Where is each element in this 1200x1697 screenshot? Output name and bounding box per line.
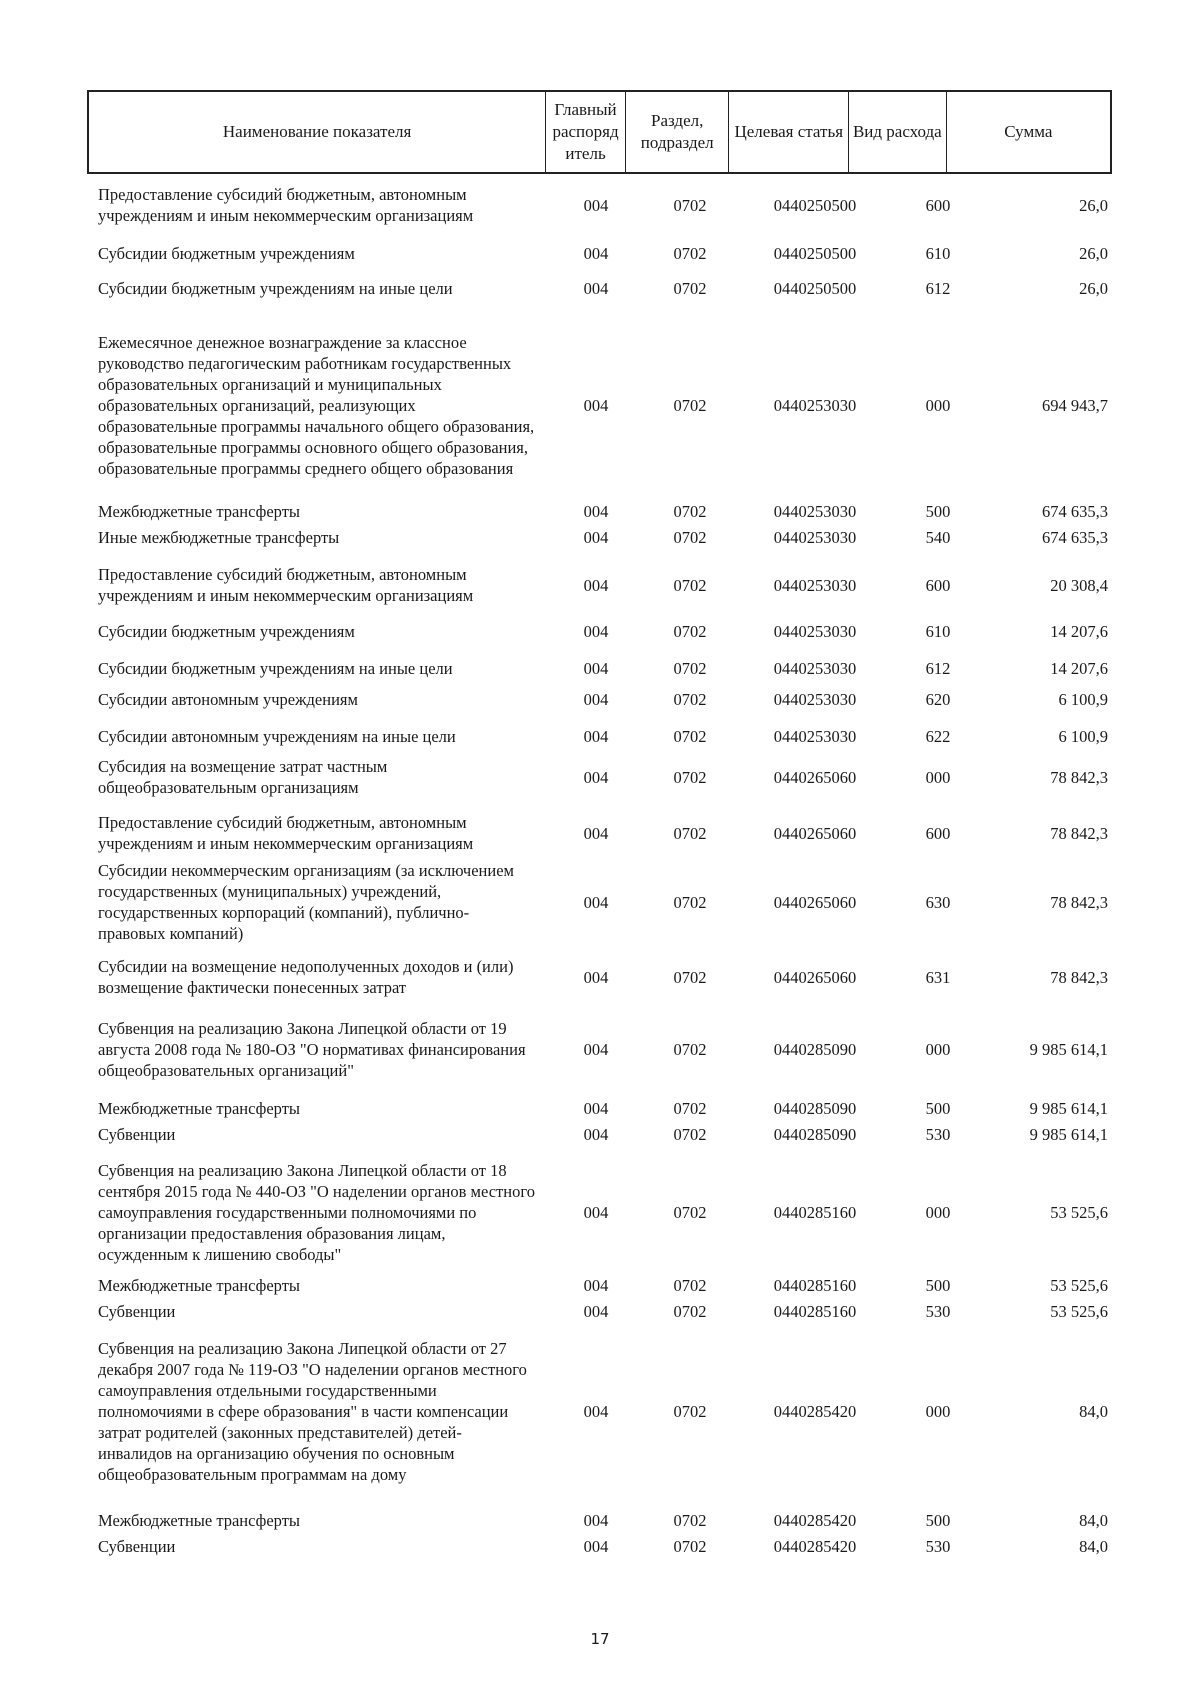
- table-row: [98, 1274, 1110, 1296]
- row-glav: 004: [583, 501, 609, 521]
- row-vid: 631: [925, 967, 951, 987]
- row-glav: 004: [583, 892, 609, 912]
- row-summa: 14 207,6: [1050, 621, 1108, 641]
- row-razdel: 0702: [673, 501, 707, 521]
- table-row: [98, 314, 1110, 496]
- table-row: [98, 242, 1110, 264]
- row-vid: 610: [925, 243, 951, 263]
- row-razdel: 0702: [673, 1301, 707, 1321]
- row-celevaya: 0440285160: [773, 1275, 857, 1295]
- row-razdel: 0702: [673, 621, 707, 641]
- row-summa: 78 842,3: [1050, 892, 1108, 912]
- row-celevaya: 0440265060: [773, 823, 857, 843]
- row-glav: 004: [583, 658, 609, 678]
- row-name: Субвенция на реализацию Закона Липецкой области от 19 августа 2008 года № 180-ОЗ "О нормативах финансирования общеобразовательных организаций": [98, 1018, 526, 1080]
- row-celevaya: 0440253030: [773, 527, 857, 547]
- row-celevaya: 0440250500: [773, 243, 857, 263]
- row-summa: 53 525,6: [1050, 1301, 1108, 1321]
- row-summa: 674 635,3: [1042, 501, 1108, 521]
- row-name: Субсидии автономным учреждениям на иные цели: [98, 726, 456, 746]
- row-glav: 004: [583, 278, 609, 298]
- row-name: Межбюджетные трансферты: [98, 501, 301, 521]
- row-name: Субсидии автономным учреждениям: [98, 689, 358, 709]
- row-celevaya: 0440285090: [773, 1098, 857, 1118]
- row-glav: 004: [583, 1039, 609, 1059]
- row-razdel: 0702: [673, 1098, 707, 1118]
- row-vid: 000: [925, 395, 951, 415]
- row-glav: 004: [583, 689, 609, 709]
- row-glav: 004: [583, 395, 609, 415]
- row-celevaya: 0440253030: [773, 575, 857, 595]
- row-celevaya: 0440253030: [773, 621, 857, 641]
- row-celevaya: 0440285420: [773, 1536, 857, 1556]
- row-celevaya: 0440253030: [773, 658, 857, 678]
- row-name: Субвенции: [98, 1124, 176, 1144]
- row-vid: 000: [925, 767, 951, 787]
- table-row: [98, 688, 1110, 710]
- table-row: [98, 756, 1110, 798]
- row-summa: 78 842,3: [1050, 823, 1108, 843]
- row-summa: 26,0: [1079, 195, 1108, 215]
- header-vid: Вид расхода: [849, 92, 947, 172]
- row-name: Предоставление субсидий бюджетным, автономным учреждениям и иным некоммерческим организациям: [98, 185, 474, 225]
- row-razdel: 0702: [673, 1401, 707, 1421]
- table-row: [98, 1157, 1110, 1267]
- table-row: [98, 552, 1110, 618]
- table-row: [98, 172, 1110, 238]
- row-vid: 530: [925, 1124, 951, 1144]
- row-summa: 26,0: [1079, 243, 1108, 263]
- row-summa: 674 635,3: [1042, 527, 1108, 547]
- row-glav: 004: [583, 195, 609, 215]
- row-razdel: 0702: [673, 575, 707, 595]
- row-summa: 694 943,7: [1042, 395, 1108, 415]
- row-vid: 500: [925, 1275, 951, 1295]
- row-glav: 004: [583, 726, 609, 746]
- row-name: Иные межбюджетные трансферты: [98, 527, 340, 547]
- row-summa: 26,0: [1079, 278, 1108, 298]
- row-summa: 6 100,9: [1058, 689, 1108, 709]
- row-summa: 84,0: [1079, 1401, 1108, 1421]
- table-row: [98, 858, 1110, 946]
- row-name: Межбюджетные трансферты: [98, 1275, 301, 1295]
- row-summa: 20 308,4: [1050, 575, 1108, 595]
- table-header: [87, 90, 1112, 174]
- row-razdel: 0702: [673, 1275, 707, 1295]
- row-vid: 500: [925, 1510, 951, 1530]
- row-razdel: 0702: [673, 1510, 707, 1530]
- row-razdel: 0702: [673, 1124, 707, 1144]
- table-row: [98, 1535, 1110, 1557]
- row-glav: 004: [583, 1536, 609, 1556]
- row-razdel: 0702: [673, 243, 707, 263]
- row-summa: 78 842,3: [1050, 767, 1108, 787]
- row-razdel: 0702: [673, 1536, 707, 1556]
- row-celevaya: 0440285090: [773, 1124, 857, 1144]
- row-glav: 004: [583, 1098, 609, 1118]
- row-summa: 78 842,3: [1050, 967, 1108, 987]
- table-row: [98, 646, 1110, 690]
- row-celevaya: 0440285420: [773, 1401, 857, 1421]
- table-row: [98, 1123, 1110, 1145]
- row-vid: 612: [925, 658, 951, 678]
- row-celevaya: 0440250500: [773, 195, 857, 215]
- row-celevaya: 0440265060: [773, 892, 857, 912]
- row-glav: 004: [583, 823, 609, 843]
- row-glav: 004: [583, 1124, 609, 1144]
- page-number: 17: [590, 1630, 610, 1648]
- row-name: Субсидии бюджетным учреждениям: [98, 243, 355, 263]
- row-summa: 9 985 614,1: [1029, 1039, 1108, 1059]
- row-name: Ежемесячное денежное вознаграждение за классное руководство педагогическим работникам государственных образовательных организаций и муниципальных образовательных организаций, реализующих образовательные программы начального общего образования, образовательные программы основного общего образования, образовательные программы среднего общего образования: [98, 332, 535, 478]
- row-glav: 004: [583, 527, 609, 547]
- row-vid: 612: [925, 278, 951, 298]
- header-celevaya: Целевая статья: [729, 92, 849, 172]
- row-celevaya: 0440253030: [773, 395, 857, 415]
- row-razdel: 0702: [673, 1202, 707, 1222]
- row-celevaya: 0440285090: [773, 1039, 857, 1059]
- header-razdel: Раздел, подраздел: [626, 92, 730, 172]
- row-summa: 6 100,9: [1058, 726, 1108, 746]
- table-row: [98, 800, 1110, 866]
- row-vid: 600: [925, 195, 951, 215]
- row-glav: 004: [583, 575, 609, 595]
- row-name: Субсидии бюджетным учреждениям на иные цели: [98, 278, 453, 298]
- row-razdel: 0702: [673, 195, 707, 215]
- row-glav: 004: [583, 1301, 609, 1321]
- header-summa: Сумма: [1004, 122, 1053, 141]
- table-row: [98, 500, 1110, 522]
- row-glav: 004: [583, 621, 609, 641]
- row-razdel: 0702: [673, 527, 707, 547]
- row-razdel: 0702: [673, 892, 707, 912]
- row-name: Субсидия на возмещение затрат частным общеобразовательным организациям: [98, 757, 388, 797]
- table-row: [98, 1509, 1110, 1531]
- row-summa: 53 525,6: [1050, 1275, 1108, 1295]
- header-glav: Главный распоряд итель: [546, 92, 626, 172]
- row-glav: 004: [583, 767, 609, 787]
- row-razdel: 0702: [673, 689, 707, 709]
- row-vid: 000: [925, 1401, 951, 1421]
- table-row: [98, 1300, 1110, 1322]
- row-celevaya: 0440253030: [773, 726, 857, 746]
- row-vid: 500: [925, 1098, 951, 1118]
- row-summa: 9 985 614,1: [1029, 1124, 1108, 1144]
- row-name: Субвенция на реализацию Закона Липецкой области от 18 сентября 2015 года № 440-ОЗ "О наделении органов местного самоуправления государственными полномочиями по организации предоставления образования лицам, осужденным к лишению свободы": [98, 1160, 535, 1264]
- row-vid: 622: [925, 726, 951, 746]
- row-name: Межбюджетные трансферты: [98, 1098, 301, 1118]
- row-name: Субвенции: [98, 1301, 176, 1321]
- row-razdel: 0702: [673, 967, 707, 987]
- row-razdel: 0702: [673, 726, 707, 746]
- row-vid: 610: [925, 621, 951, 641]
- row-vid: 000: [925, 1039, 951, 1059]
- row-celevaya: 0440285420: [773, 1510, 857, 1530]
- row-glav: 004: [583, 243, 609, 263]
- row-summa: 53 525,6: [1050, 1202, 1108, 1222]
- row-razdel: 0702: [673, 395, 707, 415]
- row-vid: 530: [925, 1536, 951, 1556]
- row-name: Субсидии бюджетным учреждениям на иные цели: [98, 658, 453, 678]
- row-glav: 004: [583, 1202, 609, 1222]
- table-row: [98, 714, 1110, 758]
- row-celevaya: 0440250500: [773, 278, 857, 298]
- row-name: Субсидии на возмещение недополученных доходов и (или) возмещение фактически понесенных затрат: [98, 957, 514, 997]
- row-name: Межбюджетные трансферты: [98, 1510, 301, 1530]
- row-razdel: 0702: [673, 278, 707, 298]
- row-celevaya: 0440285160: [773, 1202, 857, 1222]
- row-summa: 9 985 614,1: [1029, 1098, 1108, 1118]
- row-vid: 530: [925, 1301, 951, 1321]
- row-celevaya: 0440253030: [773, 501, 857, 521]
- table-row: [98, 1097, 1110, 1119]
- row-summa: 84,0: [1079, 1510, 1108, 1530]
- row-name: Предоставление субсидий бюджетным, автономным учреждениям и иным некоммерческим организациям: [98, 565, 474, 605]
- row-vid: 630: [925, 892, 951, 912]
- row-name: Субвенции: [98, 1536, 176, 1556]
- row-vid: 540: [925, 527, 951, 547]
- row-celevaya: 0440285160: [773, 1301, 857, 1321]
- row-name: Субвенция на реализацию Закона Липецкой области от 27 декабря 2007 года № 119-ОЗ "О наделении органов местного самоуправления отдельными государственными полномочиями в сфере образования" в части компенсации затрат родителей (законных представителей) детей-инвалидов на организацию обучения по основным общеобразовательным программам на дому: [98, 1338, 527, 1484]
- table-row: [98, 266, 1110, 310]
- row-glav: 004: [583, 967, 609, 987]
- row-vid: 500: [925, 501, 951, 521]
- header-name: Наименование показателя: [89, 92, 546, 172]
- table-row: [98, 620, 1110, 642]
- table-row: [98, 1016, 1110, 1082]
- row-vid: 000: [925, 1202, 951, 1222]
- row-vid: 600: [925, 823, 951, 843]
- row-vid: 600: [925, 575, 951, 595]
- row-celevaya: 0440265060: [773, 767, 857, 787]
- row-celevaya: 0440265060: [773, 967, 857, 987]
- row-glav: 004: [583, 1510, 609, 1530]
- row-glav: 004: [583, 1401, 609, 1421]
- row-summa: 84,0: [1079, 1536, 1108, 1556]
- table-row: [98, 526, 1110, 548]
- row-name: Субсидии бюджетным учреждениям: [98, 621, 355, 641]
- row-name: Субсидии некоммерческим организациям (за исключением государственных (муниципальных) учреждений, государственных корпораций (компаний), публично-правовых компаний): [98, 861, 514, 943]
- row-glav: 004: [583, 1275, 609, 1295]
- row-celevaya: 0440253030: [773, 689, 857, 709]
- row-vid: 620: [925, 689, 951, 709]
- row-razdel: 0702: [673, 658, 707, 678]
- row-razdel: 0702: [673, 767, 707, 787]
- row-summa: 14 207,6: [1050, 658, 1108, 678]
- table-row: [98, 944, 1110, 1010]
- row-razdel: 0702: [673, 823, 707, 843]
- row-razdel: 0702: [673, 1039, 707, 1059]
- table-row: [98, 1334, 1110, 1488]
- row-name: Предоставление субсидий бюджетным, автономным учреждениям и иным некоммерческим организациям: [98, 813, 474, 853]
